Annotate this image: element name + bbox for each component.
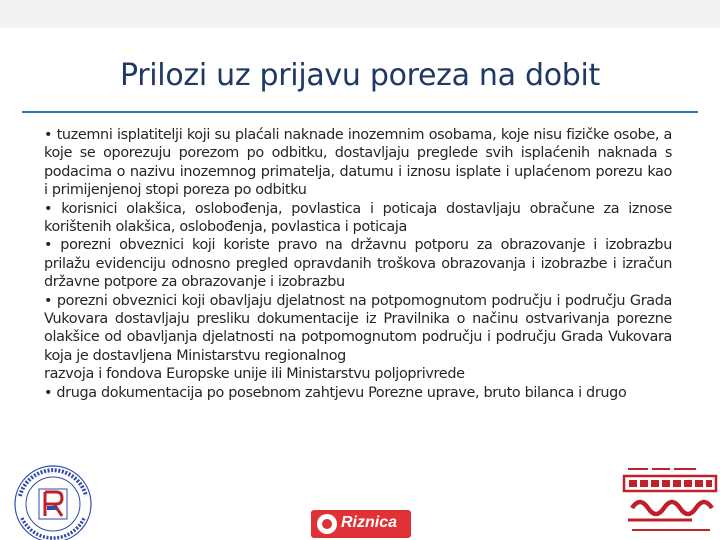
slide-title: Prilozi uz prijavu poreza na dobit [119,58,601,93]
slide-top-band [0,0,720,28]
body-paragraph-2: • korisnici olakšica, oslobođenja, povlastica i poticaja dostavljaju obračune za iznose korištenih olakšica, oslobođenja, povlastica i poticaja [44,200,672,236]
body-paragraph-6: • druga dokumentacija po posebnom zahtjevu Porezne uprave, bruto bilanca i drugo [44,384,627,401]
body-paragraph-1: • tuzemni isplatitelji koji su plaćali naknade inozemnim osobama, koje nisu fizičke osobe, a koje se oporezuju porezom po odbitku, dostavljaju preglede svih isplaćenih naknada s podacima o nazivu inozemnog primatelja, datumu i iznosu isplate i uplaćenom porezu kao i primijenjenoj stopi poreza po odbitku [44,127,672,199]
riznica-logo [311,510,411,538]
body-paragraph-4: • porezni obveznici koji obavljaju djelatnost na potpomognutom području i području Grada Vukovara dostavljaju presliku dokumentacije iz Pravilnika o načinu ostvarivanja porezne olakšice od obavljanja djelatnosti na potpomognutom području i području Grada Vukovara koja je dostavljena Ministarstvu regionalnog [44,292,672,364]
racunovodstvo-financije-logo [622,466,720,540]
body-paragraph-3: • porezni obveznici koji koriste pravo na državnu potporu za obrazovanje i izobrazbu prilažu evidenciju odnosno pregled opravdanih troškova obrazovanja i izobrazbe i izračun državne potpore za obrazovanje i izobrazbu [44,237,672,291]
body-paragraph-5: razvoja i fondova Europske unije ili Ministarstvu poljoprivrede [44,366,465,383]
association-seal-logo [6,456,100,540]
title-divider [22,111,698,113]
riznica-emblem-icon [317,514,337,534]
slide-body [44,126,672,402]
riznica-logo-text: Riznica [341,514,398,531]
